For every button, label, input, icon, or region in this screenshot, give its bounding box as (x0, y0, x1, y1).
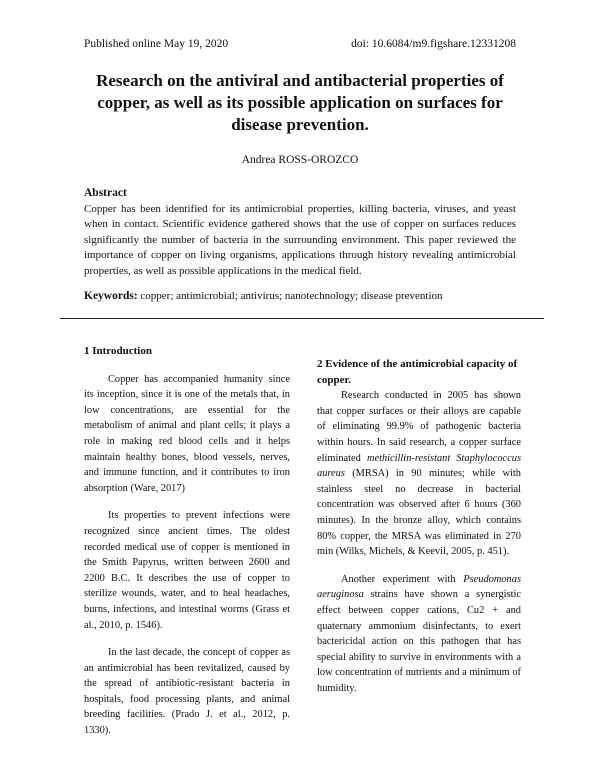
evidence-paragraph-2 (317, 572, 521, 697)
abstract-text: Copper has been identified for its antimicrobial properties, killing bacteria, viruses, and yeast when in contact. Scientific evidence gathered shows that the use of copper on surfaces reduces significantly the number of bacteria in the surrounding environment. This paper reviewed the importance of copper on living organisms, applications through history revealing antimicrobial properties, as well as possible applications in the medical field. (84, 202, 516, 277)
evidence-p2-organism: Pseudomonas aeruginosa (317, 573, 521, 601)
evidence-p2-text-a: Another experiment with (341, 573, 464, 585)
keywords-label: Keywords: (84, 290, 138, 302)
intro-paragraph-1: Copper has accompanied humanity since its inception, since it is one of the metals that, in low concentrations, are essential for the metabolism of animal and plant cells; it plays a role in making red blood cells and it helps maintain healthy bones, blood vessels, nerves, and immune function, and it contributes to iron absorption (Ware, 2017) (84, 373, 290, 494)
doi: doi: 10.6084/m9.figshare.12331208 (351, 38, 516, 50)
page-header (84, 38, 516, 50)
section-heading-evidence: 2 Evidence of the antimicrobial capacity of copper. (317, 358, 518, 386)
intro-paragraph-3: In the last decade, the concept of copper as an antimicrobial has been revitalized, caused by the spread of antibiotic-resistant bacteria in hospitals, food processing plants, and animal breeding facilities. (Prado J. et al., 2012, p. 1330). (84, 647, 290, 737)
evidence-p1-text-a: Research conducted in 2005 has shown that copper surfaces or their alloys are capable of eliminating 99.9% of pathogenic bacteria within hours. In said research, a copper surface eliminated (317, 390, 521, 464)
evidence-p1-text-b: (MRSA) in 90 minutes; while with stainless steel no decrease in bacterial concentration was observed after 6 hours (360 minutes). In the bronze alloy, which contains 80% copper, the MRSA was eliminated in 270 min (Wilks, Michels, & Keevil, 2005, p. 451). (317, 468, 521, 558)
abstract (84, 186, 516, 280)
section-divider (60, 318, 544, 319)
evidence-paragraph-1 (317, 388, 521, 560)
keywords (84, 290, 516, 302)
evidence-p2-text-b: strains have shown a synergistic effect between copper cations, Cu2 + and quaternary ammonium disinfectants, to exert bactericidal action on this pathogen that has special ability to survive in environments with a low concentration of nutrients and a minimum of humidity. (317, 589, 522, 694)
author-name: Andrea ROSS-OROZCO (241, 154, 359, 166)
right-column (317, 357, 521, 696)
abstract-heading: Abstract (84, 187, 127, 199)
section-heading-introduction: 1 Introduction (84, 345, 152, 357)
left-column (84, 344, 290, 739)
evidence-p1-organism: methicillin-resistant Staphylococcus aureus (317, 452, 521, 480)
intro-paragraph-2: Its properties to prevent infections were recognized since ancient times. The oldest recorded medical use of copper is mentioned in the Smith Papyrus, written between 2600 and 2200 B.C. It describes the use of copper to sterilize wounds, water, and to heal headaches, burns, infections, and intestinal worms (Grass et al., 2010, p. 1546). (84, 510, 290, 631)
publication-date: Published online May 19, 2020 (84, 38, 229, 50)
paper-title: Research on the antiviral and antibacterial properties of copper, as well as its possible application on surfaces for disease prevention. (96, 71, 504, 134)
keywords-text: copper; antimicrobial; antivirus; nanotechnology; disease prevention (137, 290, 443, 302)
